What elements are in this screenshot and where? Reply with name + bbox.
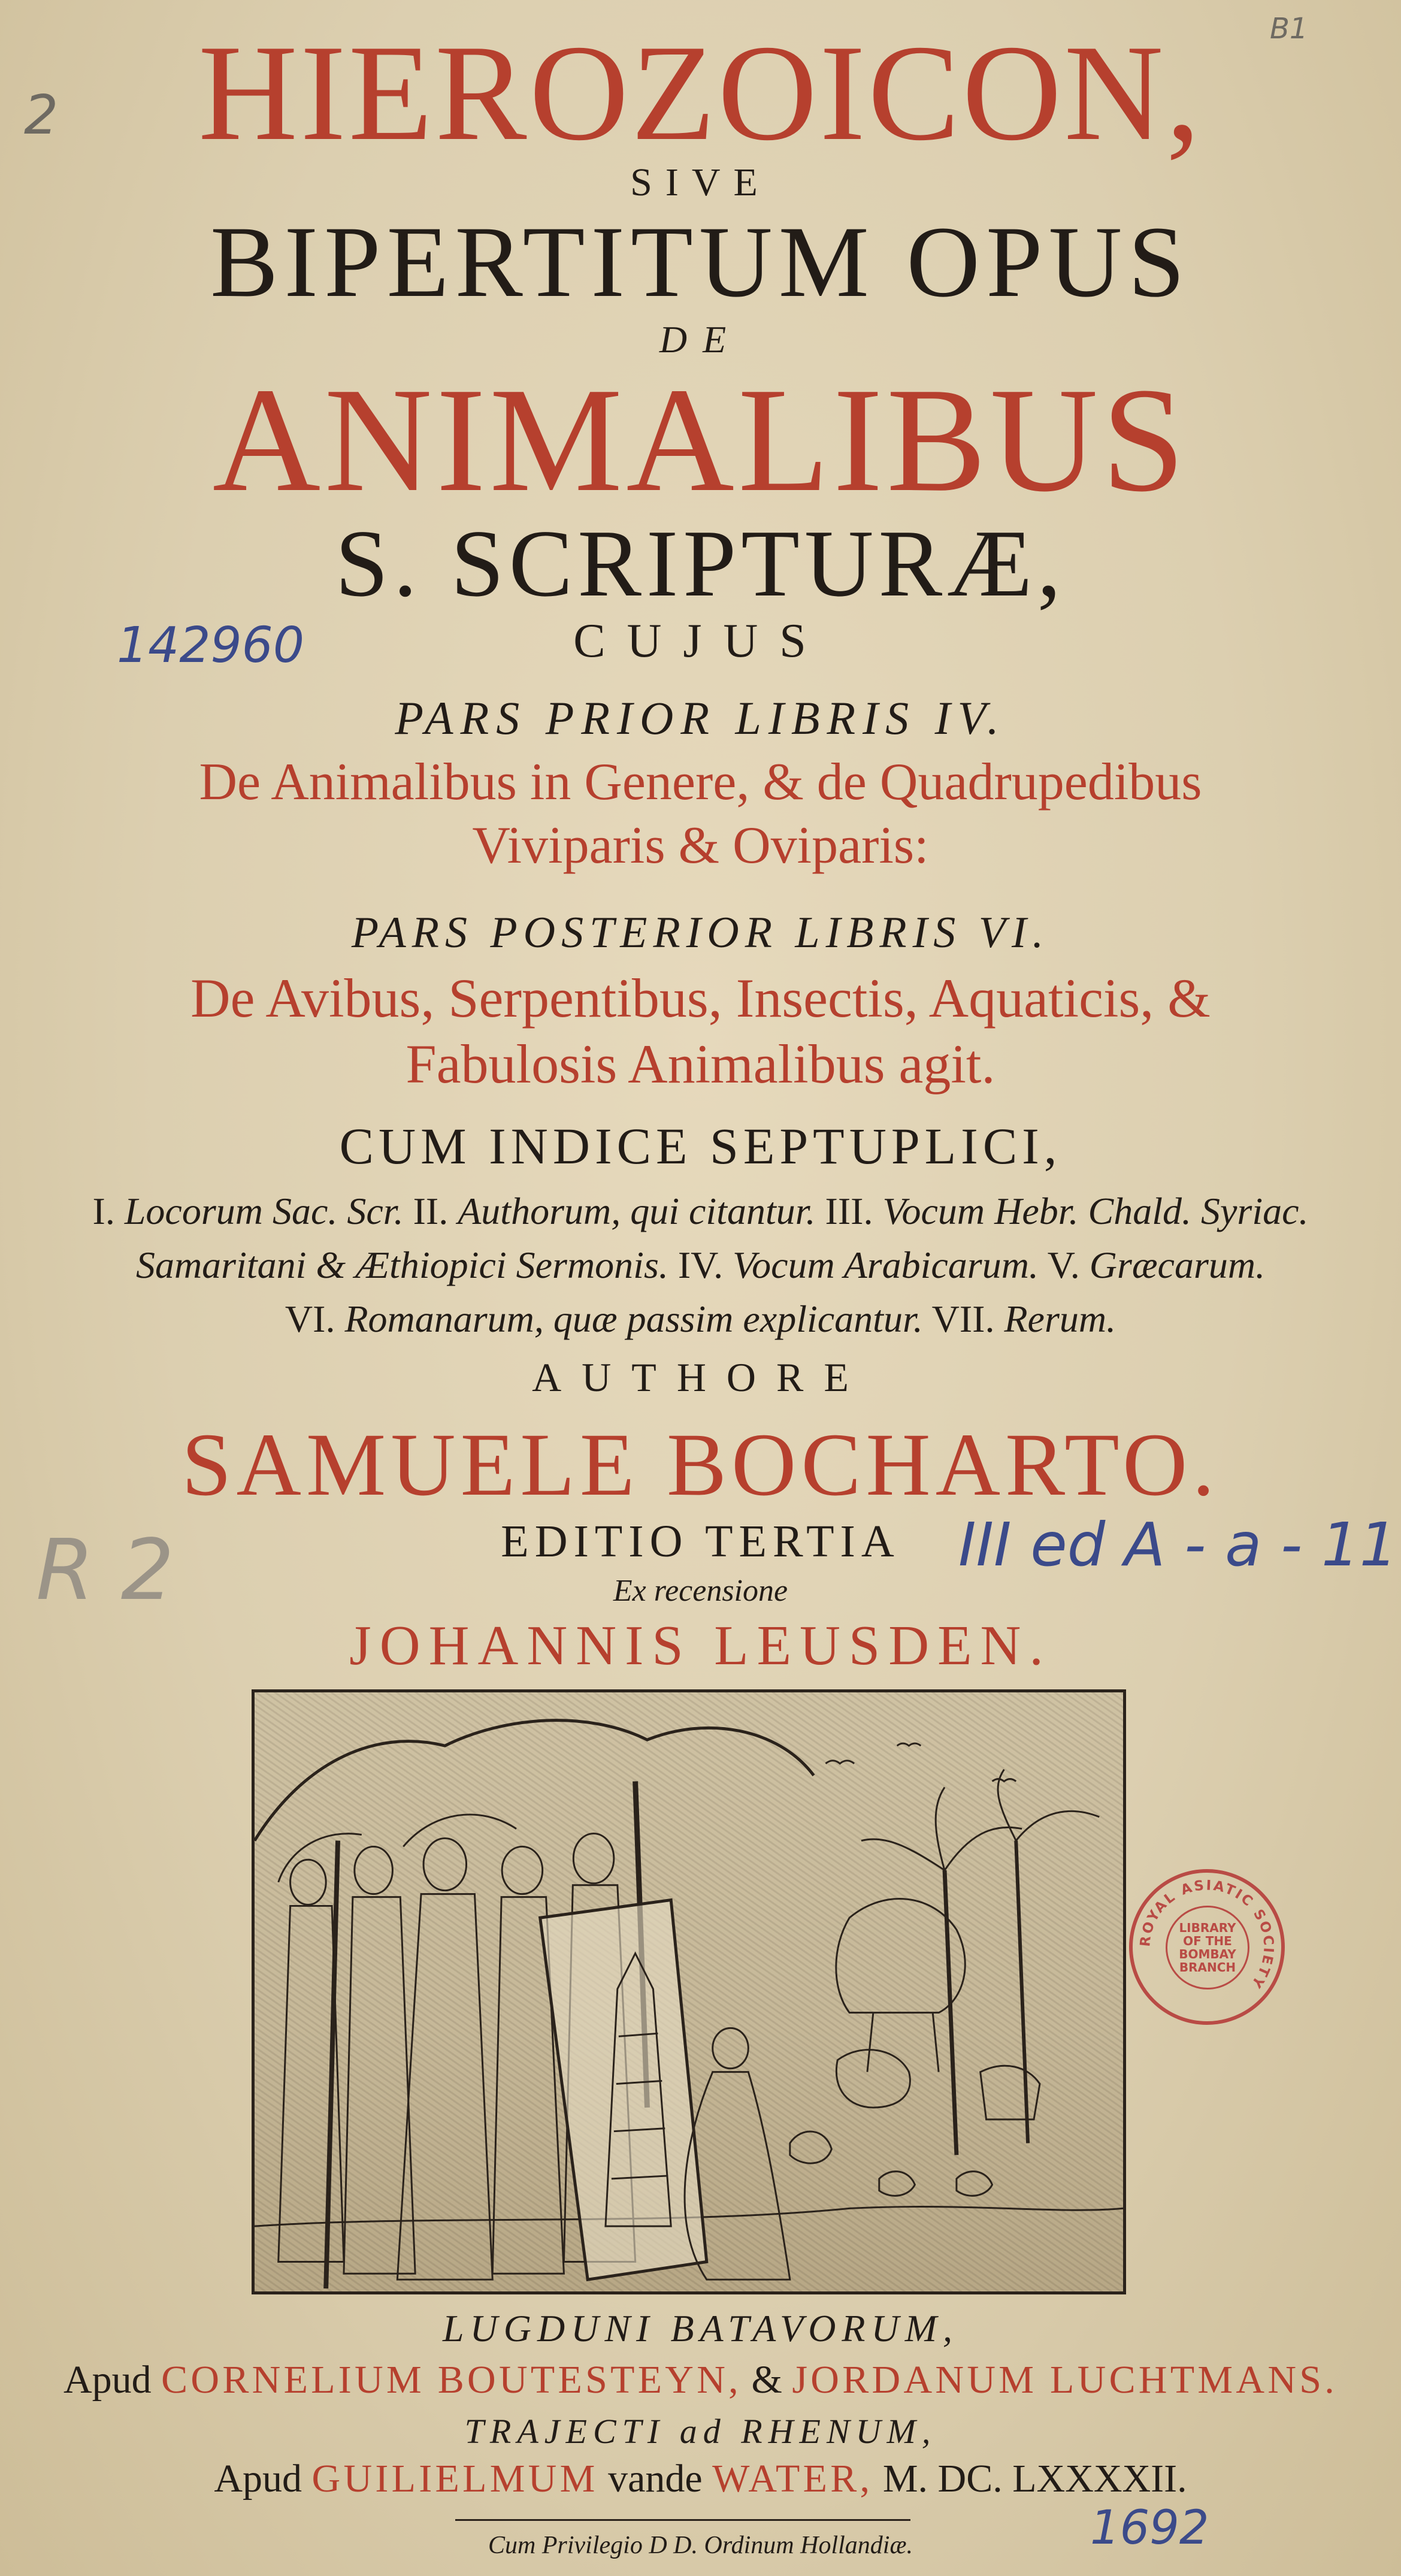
index-entry: Locorum Sac. Scr.	[124, 1190, 404, 1232]
sive-word: SIVE	[630, 161, 771, 204]
book-title: HIEROZOICON,	[198, 16, 1203, 169]
index-line-1	[0, 1192, 1401, 1230]
stamp-ring-text: ROYAL ASIATIC SOCIETY	[1137, 1877, 1276, 1992]
index-entry: Vocum Arabicarum.	[733, 1244, 1039, 1286]
privilege-line: Cum Privilegio D D. Ordinum Hollandiæ.	[488, 2532, 913, 2559]
stamp-line-1: LIBRARY	[1179, 1921, 1236, 1935]
handwritten-year: 1692	[1090, 2501, 1209, 2555]
library-stamp	[1129, 1869, 1285, 2025]
accession-number: 142960	[117, 617, 305, 674]
engraving-illustration	[252, 1689, 1126, 2294]
imprint-printers-line	[0, 2360, 1401, 2400]
imprint-printer-3-last: WATER,	[712, 2457, 873, 2501]
imprint-city-2: TRAJECTI ad RHENUM,	[464, 2412, 937, 2451]
pars-posterior-line-1: De Avibus, Serpentibus, Insectis, Aquaticis, &	[190, 967, 1211, 1029]
imprint-rule	[455, 2519, 910, 2521]
pars-prior-heading: PARS PRIOR LIBRIS IV.	[395, 692, 1006, 744]
pars-posterior-line-2: Fabulosis Animalibus agit.	[406, 1033, 995, 1095]
edition-line: EDITIO TERTIA	[501, 1516, 900, 1567]
index-entry: Romanarum, quæ passim explicantur.	[344, 1298, 923, 1340]
de-word: DE	[659, 318, 742, 361]
index-entry: Vocum Hebr. Chald. Syriac.	[882, 1190, 1309, 1232]
index-numeral: VII.	[931, 1298, 995, 1340]
recensione-line: Ex recensione	[613, 1574, 788, 1608]
imprint-printer-1: CORNELIUM BOUTESTEYN,	[161, 2358, 742, 2402]
index-numeral: VI.	[285, 1298, 335, 1340]
shelf-mark: III ed A - a - 11	[958, 1510, 1398, 1580]
index-entry: Samaritani & Æthiopici Sermonis.	[135, 1244, 668, 1286]
index-numeral: I.	[92, 1190, 115, 1232]
index-numeral: III.	[825, 1190, 873, 1232]
pars-prior-line-1: De Animalibus in Genere, & de Quadrupedibus	[199, 753, 1202, 811]
stamp-line-3: BOMBAY	[1179, 1947, 1236, 1961]
index-entry: Authorum, qui citantur.	[458, 1190, 816, 1232]
index-line-2	[0, 1246, 1401, 1284]
imprint-printer-2: JORDANUM LUCHTMANS.	[792, 2358, 1338, 2402]
index-numeral: V.	[1047, 1244, 1080, 1286]
pars-posterior-heading: PARS POSTERIOR LIBRIS VI.	[351, 908, 1050, 957]
index-line-3	[0, 1300, 1401, 1338]
index-entry: Græcarum.	[1089, 1244, 1266, 1286]
editor-name: JOHANNIS LEUSDEN.	[349, 1614, 1052, 1677]
left-margin-mark: 2	[24, 84, 59, 147]
engraving-drawing	[255, 1692, 1123, 2291]
imprint-printer-3-middle: vande	[608, 2457, 703, 2501]
indice-heading: CUM INDICE SEPTUPLICI,	[339, 1117, 1062, 1175]
author-name: SAMUELE BOCHARTO.	[181, 1415, 1220, 1514]
imprint-year: M. DC. LXXXXII.	[882, 2457, 1187, 2501]
imprint-printer-line-2	[0, 2459, 1401, 2499]
imprint-printer-3-first: GUILIELMUM	[311, 2457, 598, 2501]
imprint-city-1: LUGDUNI BATAVORUM,	[442, 2307, 959, 2350]
index-entry: Rerum.	[1004, 1298, 1116, 1340]
stamp-line-2: OF THE	[1183, 1934, 1232, 1948]
animalibus-heading: ANIMALIBUS	[212, 357, 1189, 523]
scripturae-heading: S. SCRIPTURÆ,	[335, 510, 1066, 616]
pars-prior-line-2: Viviparis & Oviparis:	[472, 817, 929, 875]
imprint-apud: Apud	[63, 2358, 152, 2402]
corner-mark: B1	[1270, 12, 1308, 46]
authore-word: AUTHORE	[532, 1354, 869, 1400]
cujus-word: CUJUS	[573, 615, 828, 667]
imprint-apud: Apud	[214, 2457, 302, 2501]
index-numeral: II.	[413, 1190, 449, 1232]
stamp-center	[1166, 1906, 1249, 1990]
stamp-line-4: BRANCH	[1179, 1960, 1236, 1975]
index-numeral: IV.	[677, 1244, 724, 1286]
subtitle: BIPERTITUM OPUS	[210, 205, 1191, 318]
imprint-ampersand: &	[751, 2358, 782, 2402]
faint-mark: R 2	[36, 1522, 174, 1619]
